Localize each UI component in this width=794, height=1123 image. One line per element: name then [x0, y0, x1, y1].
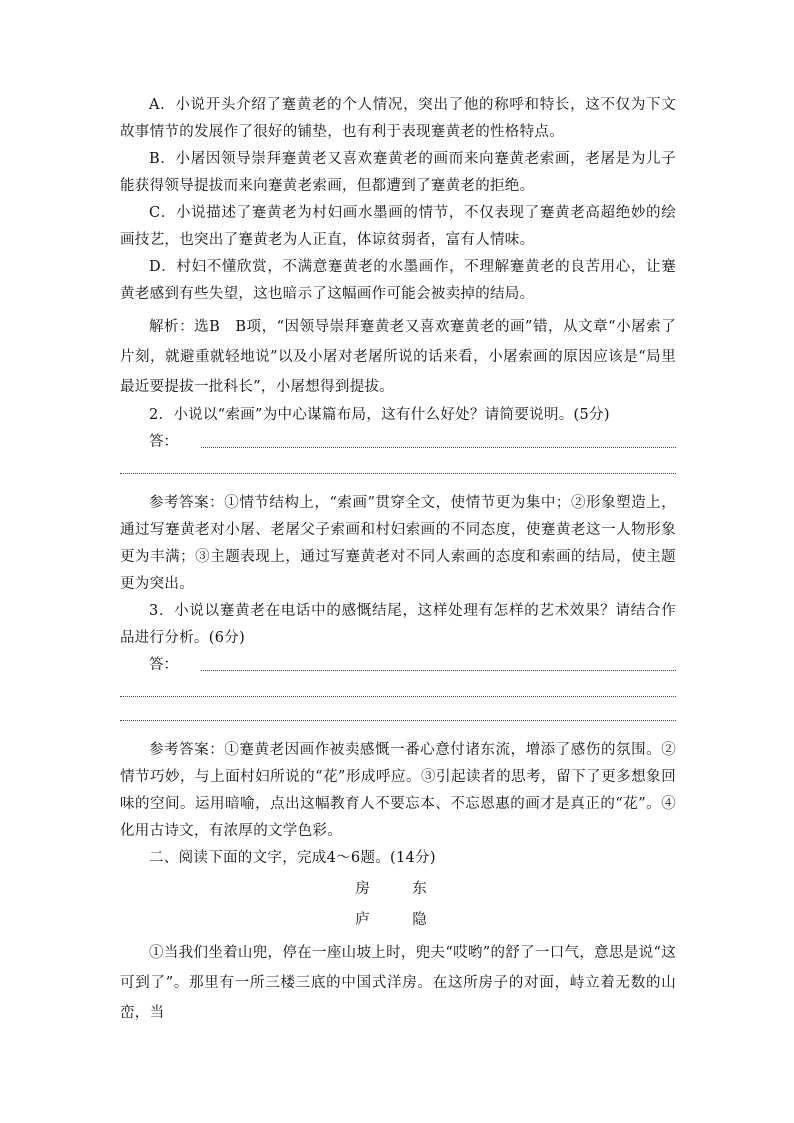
answer-line-q2[interactable] — [120, 429, 676, 456]
dotted-line — [120, 720, 676, 721]
article-title: 房 东 — [355, 881, 441, 897]
dotted-line — [120, 473, 676, 474]
reference-answer-q3: 参考答案：①蹇黄老因画作被卖感慨一番心意付诸东流，增添了感伤的氛围。②情节巧妙，与上面村妇所说的“花”形成呼应。③引起读者的思考，留下了更多想象回味的空间。运用暗喻，点出这幅教育人不要忘本、不忘恩惠的画才是真正的“花”。④化用古诗文，有浓厚的文学色彩。 — [120, 742, 676, 839]
option-b: B．小屠因领导崇拜蹇黄老又喜欢蹇黄老的画而来向蹇黄老索画，老屠是为儿子能获得领导提拔而来向蹇黄老索画，但都遭到了蹇黄老的拒绝。 — [120, 151, 676, 194]
option-c: C．小说描述了蹇黄老为村妇画水墨画的情节，不仅表现了蹇黄老高超绝妙的绘画技艺，也突出了蹇黄老为人正直，体谅贫弱者，富有人情味。 — [120, 205, 676, 248]
option-a: A．小说开头介绍了蹇黄老的个人情况，突出了他的称呼和特长，这不仅为下文故事情节的发展作了很好的铺垫，也有利于表现蹇黄老的性格特点。 — [120, 97, 676, 140]
answer-label: 答： — [149, 434, 178, 450]
answer-line-q3[interactable] — [120, 652, 676, 679]
answer-label: 答： — [149, 657, 178, 673]
answer-line-q3-3[interactable] — [120, 703, 676, 727]
answer-line-q2-2[interactable] — [120, 456, 676, 480]
analysis-text: 解析：选B B项，“因领导崇拜蹇黄老又喜欢蹇黄老的画”错，从文章“小屠索了片刻，就避重就轻地说”以及小屠对老屠所说的话来看，小屠索画的原因应该是“局里最近要提拔一批科长”，小屠想得到提拔。 — [120, 319, 676, 395]
reference-answer-q2: 参考答案：①情节结构上，“索画”贯穿全文，使情节更为集中；②形象塑造上，通过写蹇黄老对小屠、老屠父子索画和村妇索画的不同态度，使蹇黄老这一人物形象更为丰满；③主题表现上，通过写蹇黄老对不同人索画的态度和索画的结局，使主题更为突出。 — [120, 495, 676, 592]
question-3: 3．小说以蹇黄老在电话中的感慨结尾，这样处理有怎样的艺术效果？请结合作品进行分析。(6分) — [120, 603, 676, 646]
dotted-line — [201, 670, 676, 671]
dotted-line — [201, 447, 676, 448]
document-page — [120, 92, 676, 1028]
option-d: D．村妇不懂欣赏，不满意蹇黄老的水墨画作，不理解蹇黄老的良苦用心，让蹇黄老感到有些失望，这也暗示了这幅画作可能会被卖掉的结局。 — [120, 259, 676, 302]
question-2: 2．小说以“索画”为中心谋篇布局，这有什么好处？请简要说明。(5分) — [149, 407, 610, 423]
answer-line-q3-2[interactable] — [120, 679, 676, 703]
article-author: 庐 隐 — [355, 912, 441, 928]
article-paragraph-1: ①当我们坐着山兜，停在一座山坡上时，兜夫“哎哟”的舒了一口气，意思是说“这可到了”。那里有一所三楼三底的中国式洋房。在这所房子的对面，峙立着无数的山峦，当 — [120, 945, 676, 1021]
section-heading: 二、阅读下面的文字，完成4～6题。(14分) — [149, 850, 436, 866]
dotted-line — [120, 696, 676, 697]
